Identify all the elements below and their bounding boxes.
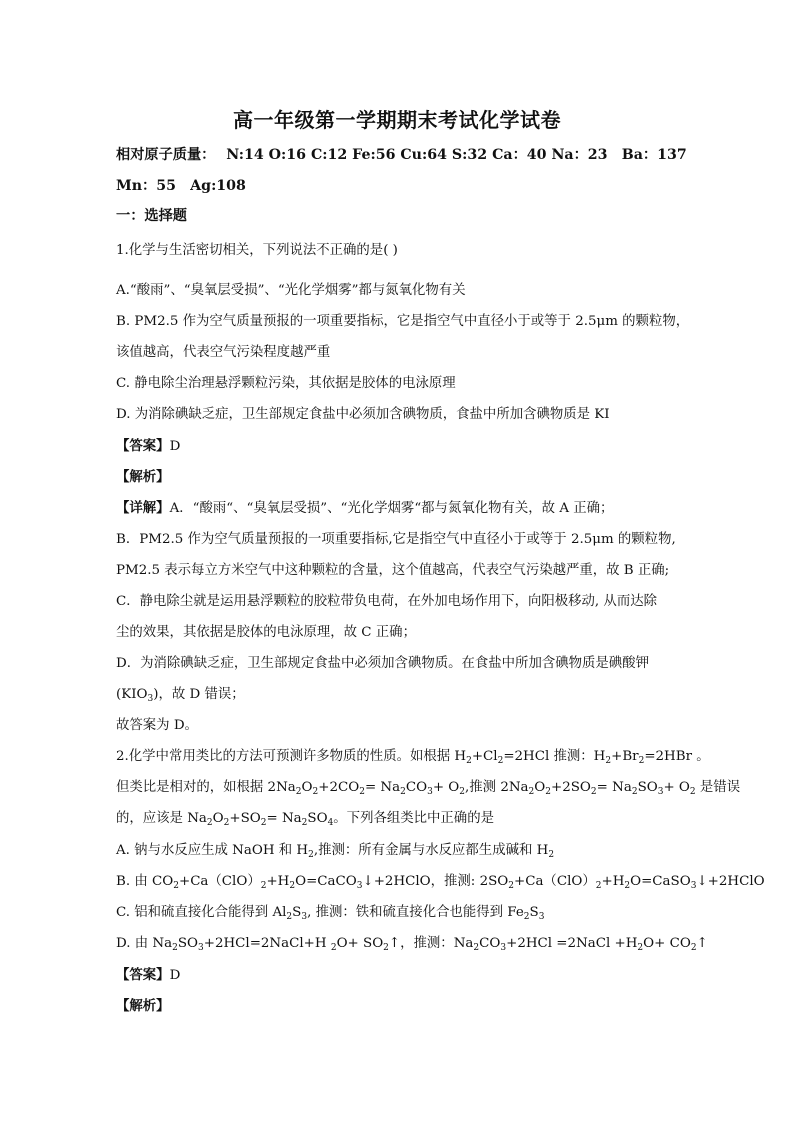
answer-value: D	[169, 439, 181, 454]
formula-text: = Na	[596, 780, 632, 795]
formula-text: S	[529, 905, 539, 920]
q1-option-c: C. 静电除尘治理悬浮颗粒污染，其依据是胶体的电泳原理	[116, 376, 456, 391]
formula-text: +SO	[229, 811, 261, 826]
subscript: 2	[497, 756, 504, 766]
formula-text: SO	[307, 811, 328, 826]
q2-option-a	[116, 842, 554, 864]
subscript: 2	[400, 787, 406, 797]
subscript: 2	[638, 756, 645, 766]
subscript: 2	[523, 912, 530, 922]
formula-text: +H	[266, 874, 290, 889]
exam-title: 高一年级第一学期期末考试化学试卷	[233, 108, 561, 132]
subscript: 3	[301, 912, 308, 922]
formula-text: B. 由 CO	[116, 874, 174, 889]
subscript: 2	[308, 850, 314, 860]
formula-text: + O	[432, 780, 460, 795]
subscript: 3	[500, 943, 507, 953]
formula-text: +Ca（ClO）	[178, 874, 261, 889]
subscript: 2	[631, 787, 638, 797]
subscript: 2	[359, 787, 365, 797]
formula-text: 但类比是相对的，如根据 2Na	[116, 780, 296, 795]
subscript: 2	[624, 881, 631, 891]
subscript: 3	[657, 787, 664, 797]
answer-tag: 【答案】	[116, 438, 170, 454]
q1-option-a: A.“酸雨”、“臭氧层受损”、“光化学烟雾”都与氮氧化物有关	[116, 283, 466, 298]
formula-text: A. 钠与水反应生成 NaOH 和 H	[116, 843, 309, 858]
q1-option-b-line-2: 该值越高，代表空气污染程度越严重	[116, 345, 331, 360]
formula-text: O	[212, 811, 224, 826]
formula-text: = Na	[266, 811, 302, 826]
formula-text: SO	[177, 936, 199, 951]
q2-analysis-tag: 【解析】	[116, 998, 170, 1014]
formula-text: =2HBr 。	[644, 749, 710, 764]
atomic-mass-line-2: Mn：55 Ag:108	[116, 178, 246, 194]
formula-text: +Cl	[471, 749, 498, 764]
formula-text: ,推测：所有金属与水反应都生成碱和 H	[313, 843, 549, 858]
q2-option-c	[116, 904, 544, 926]
subscript: 2	[508, 881, 514, 891]
subscript: 3	[198, 943, 204, 953]
q1-option-b-line-1: B. PM2.5 作为空气质量预报的一项重要指标，它是指空气中直径小于或等于 2.5μm 的颗粒物，	[116, 314, 690, 329]
detail-tag: 【详解】	[116, 500, 170, 516]
subscript: 2	[260, 881, 267, 891]
formula-text: S	[292, 905, 302, 920]
explain-text: A．“酸雨“、“臭氧层受损”、“光化学烟雾“都与氮氧化物有关，故 A 正确；	[169, 501, 614, 516]
formula-text: =2HCl 推测：H	[503, 749, 606, 764]
subscript: 2	[383, 943, 389, 953]
subscript: 3	[147, 694, 154, 704]
subscript: 4	[327, 818, 334, 828]
subscript: 2	[312, 787, 319, 797]
subscript: 3	[356, 881, 363, 891]
formula-text: +H	[601, 874, 625, 889]
explain-text: )，故 D 错误；	[153, 687, 245, 702]
q1-explain-d-1: D．为消除碘缺乏症，卫生部规定食盐中必须加含碘物质。在食盐中所加含碘物质是碘酸钾	[116, 656, 649, 671]
formula-text: +Br	[611, 749, 639, 764]
q1-explain-b-1: B．PM2.5 作为空气质量预报的一项重要指标,它是指空气中直径小于或等于 2.5μm 的颗粒物,	[116, 532, 676, 547]
subscript: 2	[289, 881, 296, 891]
subscript: 2	[260, 818, 267, 828]
q1-explain-c-2: 尘的效果，其依据是胶体的电泳原理，故 C 正确；	[116, 625, 416, 640]
formula-text: +Ca（ClO）	[513, 874, 596, 889]
subscript: 2	[528, 787, 535, 797]
subscript: 2	[330, 943, 337, 953]
formula-text: +2HCl=2NaCl+H	[203, 936, 331, 951]
subscript: 2	[473, 943, 480, 953]
subscript: 2	[206, 818, 213, 828]
q1-explain-b-2: PM2.5 表示每立方米空气中这种颗粒的含量，这个值越高，代表空气污染越严重，故 B 正确;	[116, 563, 670, 578]
formula-text: +2SO	[551, 780, 591, 795]
formula-text: , 推测：铁和硫直接化合也能得到 Fe	[307, 905, 524, 920]
formula-text: 是错误	[695, 780, 741, 795]
formula-text: CO	[405, 780, 428, 795]
q1-explain-d-2	[116, 686, 245, 708]
subscript: 2	[590, 787, 597, 797]
subscript: 3	[427, 787, 433, 797]
subscript: 2	[459, 787, 466, 797]
subscript: 3	[538, 912, 545, 922]
subscript: 2	[689, 787, 696, 797]
formula-text: +2CO	[318, 780, 360, 795]
formula-text: 2.化学中常用类比的方法可预测许多物质的性质。如根据 H	[116, 749, 467, 764]
formula-text: O=CaCO	[295, 874, 357, 889]
subscript: 2	[548, 850, 555, 860]
q1-explain-c-1: C．静电除尘就是运用悬浮颗粒的胶粒带负电荷，在外加电场作用下，向阳极移动, 从而达除	[116, 594, 657, 609]
subscript: 2	[172, 943, 178, 953]
q1-stem: 1.化学与生活密切相关，下列说法不正确的是( )	[116, 243, 398, 258]
formula-text: ↓+2HClO，推测: 2SO	[362, 874, 509, 889]
formula-text: O	[301, 780, 313, 795]
subscript: 2	[637, 943, 644, 953]
subscript: 2	[295, 787, 302, 797]
formula-text: SO	[637, 780, 658, 795]
subscript: 2	[301, 818, 308, 828]
atomic-mass-line-1	[116, 146, 687, 164]
formula-text: CO	[479, 936, 501, 951]
q2-answer	[116, 966, 180, 985]
subscript: 2	[173, 881, 179, 891]
formula-text: ↑	[696, 936, 708, 951]
formula-text: ↓+2HClO	[696, 874, 765, 889]
q2-stem-line-1	[116, 748, 710, 770]
q2-option-b	[116, 873, 765, 895]
formula-text: +2HCl =2NaCl +H	[506, 936, 638, 951]
subscript: 2	[690, 943, 697, 953]
subscript: 2	[595, 881, 602, 891]
q1-explain-a	[116, 499, 613, 518]
q1-conclusion: 故答案为 D。	[116, 718, 198, 733]
atomic-mass-values: N:14 O:16 C:12 Fe:56 Cu:64 S:32 Ca：40 Na：23 Ba：137	[226, 147, 687, 163]
atomic-mass-label: 相对原子质量：	[116, 147, 216, 163]
q2-stem-line-2	[116, 779, 740, 801]
formula-text: = Na	[364, 780, 401, 795]
q2-stem-line-3	[116, 810, 494, 832]
formula-text: O+ SO	[336, 936, 384, 951]
q1-answer	[116, 437, 180, 456]
subscript: 2	[605, 756, 612, 766]
subscript: 2	[286, 912, 293, 922]
q1-option-d: D. 为消除碘缺乏症，卫生部规定食盐中必须加含碘物质，食盐中所加含碘物质是 KI	[116, 407, 610, 422]
formula-text: 的，应该是 Na	[116, 811, 207, 826]
q1-analysis-tag: 【解析】	[116, 469, 170, 485]
formula-text: ,推测 2Na	[465, 780, 529, 795]
formula-text: + O	[663, 780, 690, 795]
subscript: 2	[545, 787, 551, 797]
explain-text: (KIO	[116, 687, 148, 702]
formula-text: O=CaSO	[630, 874, 691, 889]
formula-text: 。下列各组类比中正确的是	[333, 811, 494, 826]
q2-option-d	[116, 935, 708, 957]
answer-value: D	[169, 968, 181, 983]
formula-text: O	[534, 780, 546, 795]
formula-text: C. 铝和硫直接化合能得到 Al	[116, 905, 287, 920]
formula-text: O+ CO	[643, 936, 691, 951]
formula-text: ↑，推测：Na	[388, 936, 474, 951]
subscript: 2	[223, 818, 230, 828]
subscript: 2	[466, 756, 472, 766]
formula-text: D. 由 Na	[116, 936, 173, 951]
answer-tag: 【答案】	[116, 967, 170, 983]
subscript: 3	[690, 881, 697, 891]
section-heading: 一：选择题	[116, 208, 187, 224]
